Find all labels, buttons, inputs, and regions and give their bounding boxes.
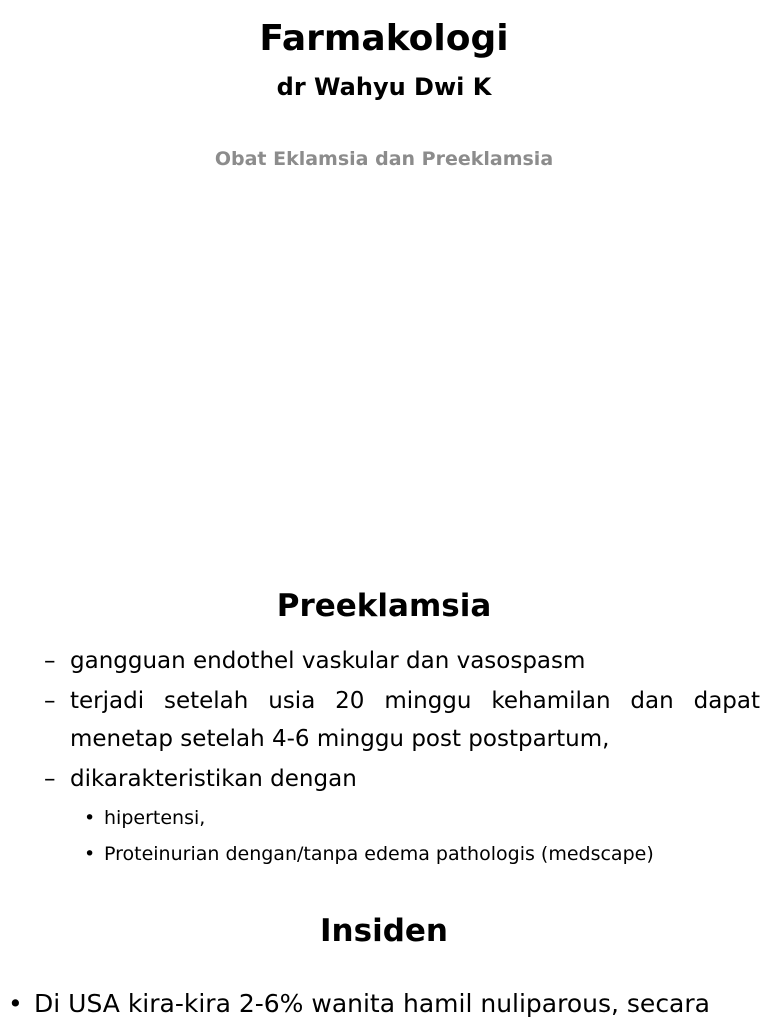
list-item xyxy=(44,760,760,798)
list-item-text: Di USA kira-kira 2-6% wanita hamil nuliparous, secara xyxy=(34,989,710,1018)
list-item-text: gangguan endothel vaskular dan vasospasm xyxy=(70,648,586,674)
bullet-marker: • xyxy=(8,989,23,1018)
dash-marker: – xyxy=(44,688,56,714)
list-item xyxy=(44,642,760,680)
dash-marker: – xyxy=(44,766,56,792)
section-heading-insiden: Insiden xyxy=(320,913,448,949)
sub-list-item-text: Proteinurian dengan/tanpa edema pathologis (medscape) xyxy=(104,843,654,865)
list-item-text: terjadi setelah usia 20 minggu kehamilan dan dapat menetap setelah 4-6 minggu post postpartum, xyxy=(70,688,760,752)
sub-list-item xyxy=(84,803,764,833)
sub-list-item-text: hipertensi, xyxy=(104,807,206,829)
bullet-marker: • xyxy=(84,843,96,865)
slide-subtitle: Obat Eklamsia dan Preeklamsia xyxy=(214,148,554,170)
list-item-text: dikarakteristikan dengan xyxy=(70,766,357,792)
section-heading-preeklamsia: Preeklamsia xyxy=(276,588,492,624)
bullet-marker: • xyxy=(84,807,96,829)
list-item xyxy=(44,682,760,758)
list-item xyxy=(8,984,760,1024)
sub-list-item xyxy=(84,839,764,869)
slide-title: Farmakologi xyxy=(259,18,509,59)
slide-author: dr Wahyu Dwi K xyxy=(276,73,492,101)
dash-marker: – xyxy=(44,648,56,674)
